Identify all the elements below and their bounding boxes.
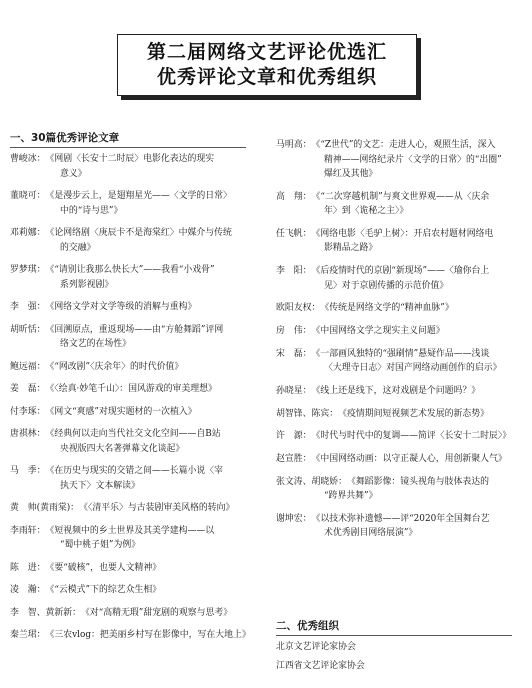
list-item: 许 源：《时代与时代中的复调——简评〈长安十二时辰〉》 (276, 431, 512, 442)
list-item: 房 伟：《中国网络文学之现实主义问题》 (276, 325, 445, 336)
list-item: 赵宣胜：《中国网络动画：以守正凝人心，用创新聚人气》 (276, 453, 507, 464)
list-item: 欧阳友权：《传统是网络文学的“精神血脉”》 (276, 303, 454, 314)
title-line-1: 第二届网络文艺评论优选汇 (146, 41, 387, 63)
list-item: 马 季：《在历史与现实的交错之间——长篇小说〈宰 执天下〉文本解读》 (10, 466, 223, 491)
title-line-2: 优秀评论文章和优秀组织 (156, 66, 377, 88)
list-item: 黄 帅(黄雨棠)：《〈清平乐〉与古装剧审美风格的转向》 (10, 503, 235, 513)
section-heading-organizations: 二、优秀组织 (276, 620, 512, 636)
list-item: 陈 进：《要“破核”，也要人文精神》 (10, 562, 162, 573)
list-item: 任飞帆：《网络电影〈毛驴上树〉：开启农村题材网络电 影精品之路》 (276, 228, 494, 254)
list-item: 姜 磊：《〈绘真·妙笔千山〉：国风游戏的审美理想》 (10, 384, 217, 394)
list-item: 董晓可：《是漫步云上，是翅翔星光——〈文学的日常〉 中的“诗与思”》 (10, 191, 232, 216)
list-item: 邓莉娜：《论网络剧〈庚辰卡不是海棠红〉中媒介与传统 的交融》 (10, 228, 232, 253)
title-box (117, 34, 417, 96)
list-item: 张文涛、胡晓娇：《舞蹈影像：镜头视角与肢体表达的 “跨界共舞”》 (276, 476, 489, 502)
list-item: 胡昕恬：《回溯原点，重返现场——由“方舱舞蹈”评网 络文艺的在场性》 (10, 324, 224, 349)
list-item: 胡智锋、陈宾：《疫情期间短视频艺术发展的新态势》 (276, 408, 489, 419)
list-item: 宋 磊：《一部画风独特的“强刷情”悬疑作品——浅谈 〈大理寺日志〉对国产网络动画创作的启示》 (276, 348, 502, 374)
list-item: 秦兰珺：《三农vlog：把美丽乡村写在影像中，写在大地上》 (10, 630, 251, 640)
list-item: 李 强：《网络文学对文学等级的消解与重构》 (10, 302, 197, 312)
list-item: 孙晓星：《线上还是线下，这对戏剧是个问题吗？》 (276, 385, 481, 396)
list-item: 鲍远福：《“网改剧”〈庆余年〉的时代价值》 (10, 361, 184, 372)
list-item: 罗梦琪：《“请别让我那么快长大”——我看“小戏骨” 系列影视剧》 (10, 265, 215, 290)
section-heading-articles: 一、30篇优秀评论文章 (10, 132, 246, 148)
list-item: 谢坤宏：《以技术弥补遗憾——评“2020年全国舞台艺 术优秀剧目网络展演”》 (276, 513, 490, 539)
list-item: 付李琢：《网文“爽感”对现实题材的一次植入》 (10, 406, 197, 417)
list-item: 凌 瀚：《“云模式”下的综艺众生相》 (10, 585, 162, 595)
list-item: 高 翔：《“二次穿越机制”与爽文世界观——从〈庆余 年〉到〈诡秘之主〉》 (276, 191, 490, 217)
right-column (276, 138, 522, 549)
list-item: 李 阳：《后疫情时代的京剧“新现场”——〈瑜你台上 见〉对于京剧传播的示范价值》 (276, 266, 490, 291)
list-item: 李 智、黄新新：《对“高精无瑕”甜宠剧的观察与思考》 (10, 607, 233, 618)
list-item: 李雨轩：《短视频中的乡土世界及其美学建构——以 “蜀中桃子姐”为例》 (10, 525, 215, 550)
list-item: 北京文艺评论家协会 (276, 642, 356, 652)
list-item: 马明高：《“Z世代”的文艺：走进人心，观照生活，深入 精神——网络纪录片〈文学的日常〉的“出圈” 爆红及其他》 (276, 140, 502, 179)
organizations-section (276, 620, 522, 677)
list-item: 唐祺林：《经典何以走向当代社交文化空间——自B站 央视版四大名著弹幕文化谈起》 (10, 429, 221, 454)
left-column (10, 132, 262, 651)
list-item: 江西省文艺评论家协会 (276, 660, 365, 671)
list-item: 曹峻冰：《网剧〈长安十二时辰〉电影化表达的现实 意义》 (10, 154, 215, 179)
